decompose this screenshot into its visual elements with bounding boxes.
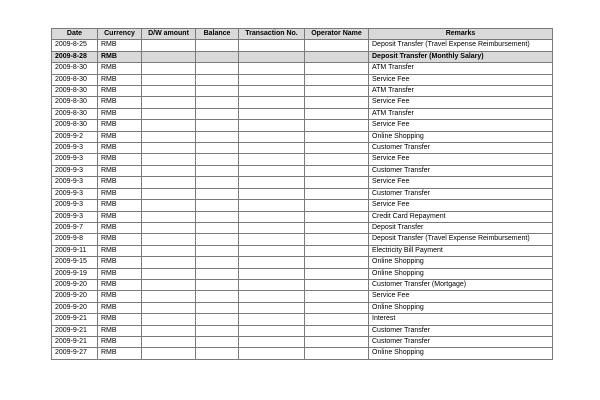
remarks-cell: Deposit Transfer: [369, 222, 553, 233]
balance-cell: [196, 86, 239, 97]
balance-cell: [196, 143, 239, 154]
currency-cell: RMB: [98, 234, 142, 245]
operator-name-cell: [305, 74, 369, 85]
balance-cell: [196, 314, 239, 325]
balance-cell: [196, 336, 239, 347]
date-cell: 2009-9-20: [52, 302, 98, 313]
dw-amount-cell: [142, 302, 196, 313]
date-cell: 2009-9-2: [52, 131, 98, 142]
balance-cell: [196, 279, 239, 290]
currency-cell: RMB: [98, 74, 142, 85]
balance-cell: [196, 234, 239, 245]
operator-name-cell: [305, 120, 369, 131]
date-cell: 2009-9-20: [52, 291, 98, 302]
currency-cell: RMB: [98, 143, 142, 154]
dw-amount-cell: [142, 108, 196, 119]
remarks-cell: Online Shopping: [369, 131, 553, 142]
table-row: [52, 314, 553, 325]
table-row: [52, 120, 553, 131]
operator-name-cell: [305, 165, 369, 176]
balance-cell: [196, 74, 239, 85]
balance-cell: [196, 325, 239, 336]
remarks-cell: Online Shopping: [369, 302, 553, 313]
remarks-cell: Service Fee: [369, 200, 553, 211]
currency-cell: RMB: [98, 302, 142, 313]
remarks-cell: Online Shopping: [369, 348, 553, 359]
date-cell: 2009-8-25: [52, 40, 98, 51]
operator-name-cell: [305, 257, 369, 268]
dw-amount-cell: [142, 268, 196, 279]
currency-cell: RMB: [98, 200, 142, 211]
operator-name-cell: [305, 143, 369, 154]
operator-name-cell: [305, 177, 369, 188]
dw-amount-cell: [142, 348, 196, 359]
currency-cell: RMB: [98, 86, 142, 97]
dw-amount-cell: [142, 97, 196, 108]
date-cell: 2009-9-3: [52, 200, 98, 211]
operator-name-cell: [305, 200, 369, 211]
table-row: [52, 177, 553, 188]
column-header-remarks: Remarks: [369, 29, 553, 40]
operator-name-cell: [305, 348, 369, 359]
transaction-no-cell: [239, 245, 305, 256]
transaction-no-cell: [239, 291, 305, 302]
dw-amount-cell: [142, 211, 196, 222]
currency-cell: RMB: [98, 291, 142, 302]
balance-cell: [196, 120, 239, 131]
remarks-cell: Customer Transfer: [369, 165, 553, 176]
table-row: [52, 40, 553, 51]
balance-cell: [196, 108, 239, 119]
operator-name-cell: [305, 325, 369, 336]
dw-amount-cell: [142, 154, 196, 165]
table-row: [52, 131, 553, 142]
remarks-cell: Customer Transfer: [369, 325, 553, 336]
remarks-cell: Online Shopping: [369, 257, 553, 268]
table-row: [52, 211, 553, 222]
table-row: [52, 279, 553, 290]
remarks-cell: ATM Transfer: [369, 86, 553, 97]
currency-cell: RMB: [98, 336, 142, 347]
currency-cell: RMB: [98, 108, 142, 119]
date-cell: 2009-8-30: [52, 97, 98, 108]
operator-name-cell: [305, 154, 369, 165]
date-cell: 2009-9-11: [52, 245, 98, 256]
currency-cell: RMB: [98, 131, 142, 142]
currency-cell: RMB: [98, 63, 142, 74]
transaction-no-cell: [239, 97, 305, 108]
currency-cell: RMB: [98, 279, 142, 290]
dw-amount-cell: [142, 336, 196, 347]
dw-amount-cell: [142, 40, 196, 51]
balance-cell: [196, 97, 239, 108]
date-cell: 2009-9-3: [52, 211, 98, 222]
column-header-transaction-no: Transaction No.: [239, 29, 305, 40]
balance-cell: [196, 131, 239, 142]
currency-cell: RMB: [98, 268, 142, 279]
transaction-no-cell: [239, 143, 305, 154]
date-cell: 2009-9-3: [52, 177, 98, 188]
transaction-no-cell: [239, 234, 305, 245]
transaction-table: [51, 28, 553, 360]
date-cell: 2009-9-7: [52, 222, 98, 233]
dw-amount-cell: [142, 279, 196, 290]
operator-name-cell: [305, 302, 369, 313]
table-row: [52, 86, 553, 97]
dw-amount-cell: [142, 143, 196, 154]
transaction-no-cell: [239, 120, 305, 131]
remarks-cell: Electricity Bill Payment: [369, 245, 553, 256]
operator-name-cell: [305, 314, 369, 325]
dw-amount-cell: [142, 131, 196, 142]
date-cell: 2009-9-21: [52, 325, 98, 336]
table-row: [52, 234, 553, 245]
transaction-no-cell: [239, 279, 305, 290]
balance-cell: [196, 222, 239, 233]
table-row: [52, 51, 553, 62]
remarks-cell: Service Fee: [369, 74, 553, 85]
operator-name-cell: [305, 211, 369, 222]
table-row: [52, 188, 553, 199]
dw-amount-cell: [142, 222, 196, 233]
transaction-no-cell: [239, 40, 305, 51]
balance-cell: [196, 302, 239, 313]
remarks-cell: Customer Transfer (Mortgage): [369, 279, 553, 290]
dw-amount-cell: [142, 200, 196, 211]
operator-name-cell: [305, 245, 369, 256]
date-cell: 2009-9-8: [52, 234, 98, 245]
currency-cell: RMB: [98, 177, 142, 188]
date-cell: 2009-9-3: [52, 143, 98, 154]
table-row: [52, 63, 553, 74]
column-header-currency: Currency: [98, 29, 142, 40]
remarks-cell: Service Fee: [369, 97, 553, 108]
operator-name-cell: [305, 279, 369, 290]
table-row: [52, 336, 553, 347]
table-row: [52, 291, 553, 302]
balance-cell: [196, 200, 239, 211]
currency-cell: RMB: [98, 314, 142, 325]
currency-cell: RMB: [98, 188, 142, 199]
remarks-cell: Interest: [369, 314, 553, 325]
transaction-no-cell: [239, 63, 305, 74]
operator-name-cell: [305, 268, 369, 279]
column-header-balance: Balance: [196, 29, 239, 40]
date-cell: 2009-8-28: [52, 51, 98, 62]
transaction-no-cell: [239, 177, 305, 188]
currency-cell: RMB: [98, 97, 142, 108]
operator-name-cell: [305, 97, 369, 108]
dw-amount-cell: [142, 177, 196, 188]
date-cell: 2009-9-3: [52, 154, 98, 165]
table-row: [52, 325, 553, 336]
date-cell: 2009-9-15: [52, 257, 98, 268]
operator-name-cell: [305, 234, 369, 245]
table-row: [52, 348, 553, 359]
date-cell: 2009-8-30: [52, 63, 98, 74]
currency-cell: RMB: [98, 120, 142, 131]
table-row: [52, 257, 553, 268]
operator-name-cell: [305, 336, 369, 347]
transaction-no-cell: [239, 211, 305, 222]
date-cell: 2009-8-30: [52, 108, 98, 119]
dw-amount-cell: [142, 74, 196, 85]
remarks-cell: Customer Transfer: [369, 336, 553, 347]
transaction-no-cell: [239, 268, 305, 279]
dw-amount-cell: [142, 51, 196, 62]
date-cell: 2009-8-30: [52, 86, 98, 97]
balance-cell: [196, 291, 239, 302]
date-cell: 2009-9-19: [52, 268, 98, 279]
table-row: [52, 154, 553, 165]
currency-cell: RMB: [98, 348, 142, 359]
transaction-no-cell: [239, 74, 305, 85]
column-header-dw-amount: D/W amount: [142, 29, 196, 40]
dw-amount-cell: [142, 86, 196, 97]
dw-amount-cell: [142, 63, 196, 74]
transaction-no-cell: [239, 188, 305, 199]
transaction-no-cell: [239, 336, 305, 347]
balance-cell: [196, 348, 239, 359]
date-cell: 2009-9-27: [52, 348, 98, 359]
table-row: [52, 143, 553, 154]
transaction-no-cell: [239, 51, 305, 62]
date-cell: 2009-9-20: [52, 279, 98, 290]
table-row: [52, 74, 553, 85]
table-row: [52, 222, 553, 233]
remarks-cell: Customer Transfer: [369, 188, 553, 199]
operator-name-cell: [305, 40, 369, 51]
dw-amount-cell: [142, 257, 196, 268]
transaction-no-cell: [239, 302, 305, 313]
transaction-no-cell: [239, 222, 305, 233]
dw-amount-cell: [142, 188, 196, 199]
currency-cell: RMB: [98, 51, 142, 62]
balance-cell: [196, 177, 239, 188]
transaction-no-cell: [239, 165, 305, 176]
operator-name-cell: [305, 222, 369, 233]
transaction-no-cell: [239, 131, 305, 142]
balance-cell: [196, 165, 239, 176]
dw-amount-cell: [142, 165, 196, 176]
currency-cell: RMB: [98, 245, 142, 256]
remarks-cell: Credit Card Repayment: [369, 211, 553, 222]
column-header-operator-name: Operator Name: [305, 29, 369, 40]
remarks-cell: Deposit Transfer (Travel Expense Reimbursement): [369, 40, 553, 51]
table-row: [52, 245, 553, 256]
date-cell: 2009-8-30: [52, 74, 98, 85]
remarks-cell: Customer Transfer: [369, 143, 553, 154]
currency-cell: RMB: [98, 325, 142, 336]
dw-amount-cell: [142, 234, 196, 245]
balance-cell: [196, 40, 239, 51]
remarks-cell: Service Fee: [369, 177, 553, 188]
balance-cell: [196, 188, 239, 199]
table-body: [52, 40, 553, 359]
transaction-no-cell: [239, 348, 305, 359]
remarks-cell: Service Fee: [369, 154, 553, 165]
date-cell: 2009-8-30: [52, 120, 98, 131]
balance-cell: [196, 211, 239, 222]
table-row: [52, 268, 553, 279]
transaction-no-cell: [239, 257, 305, 268]
operator-name-cell: [305, 86, 369, 97]
dw-amount-cell: [142, 120, 196, 131]
balance-cell: [196, 245, 239, 256]
balance-cell: [196, 268, 239, 279]
table-row: [52, 108, 553, 119]
currency-cell: RMB: [98, 154, 142, 165]
transaction-no-cell: [239, 325, 305, 336]
transaction-no-cell: [239, 86, 305, 97]
date-cell: 2009-9-3: [52, 165, 98, 176]
remarks-cell: ATM Transfer: [369, 63, 553, 74]
transaction-no-cell: [239, 154, 305, 165]
operator-name-cell: [305, 51, 369, 62]
date-cell: 2009-9-3: [52, 188, 98, 199]
balance-cell: [196, 154, 239, 165]
transaction-no-cell: [239, 200, 305, 211]
remarks-cell: Service Fee: [369, 120, 553, 131]
currency-cell: RMB: [98, 165, 142, 176]
table-row: [52, 97, 553, 108]
operator-name-cell: [305, 63, 369, 74]
transaction-no-cell: [239, 314, 305, 325]
operator-name-cell: [305, 188, 369, 199]
remarks-cell: Deposit Transfer (Monthly Salary): [369, 51, 553, 62]
operator-name-cell: [305, 131, 369, 142]
dw-amount-cell: [142, 325, 196, 336]
dw-amount-cell: [142, 314, 196, 325]
date-cell: 2009-9-21: [52, 314, 98, 325]
balance-cell: [196, 63, 239, 74]
operator-name-cell: [305, 291, 369, 302]
remarks-cell: ATM Transfer: [369, 108, 553, 119]
date-cell: 2009-9-21: [52, 336, 98, 347]
transaction-no-cell: [239, 108, 305, 119]
currency-cell: RMB: [98, 211, 142, 222]
remarks-cell: Service Fee: [369, 291, 553, 302]
currency-cell: RMB: [98, 40, 142, 51]
table-row: [52, 165, 553, 176]
remarks-cell: Online Shopping: [369, 268, 553, 279]
dw-amount-cell: [142, 245, 196, 256]
operator-name-cell: [305, 108, 369, 119]
dw-amount-cell: [142, 291, 196, 302]
table-row: [52, 302, 553, 313]
table-row: [52, 200, 553, 211]
balance-cell: [196, 51, 239, 62]
table-header: [52, 29, 553, 40]
remarks-cell: Deposit Transfer (Travel Expense Reimbursement): [369, 234, 553, 245]
currency-cell: RMB: [98, 257, 142, 268]
balance-cell: [196, 257, 239, 268]
column-header-date: Date: [52, 29, 98, 40]
currency-cell: RMB: [98, 222, 142, 233]
header-row: [52, 29, 553, 40]
